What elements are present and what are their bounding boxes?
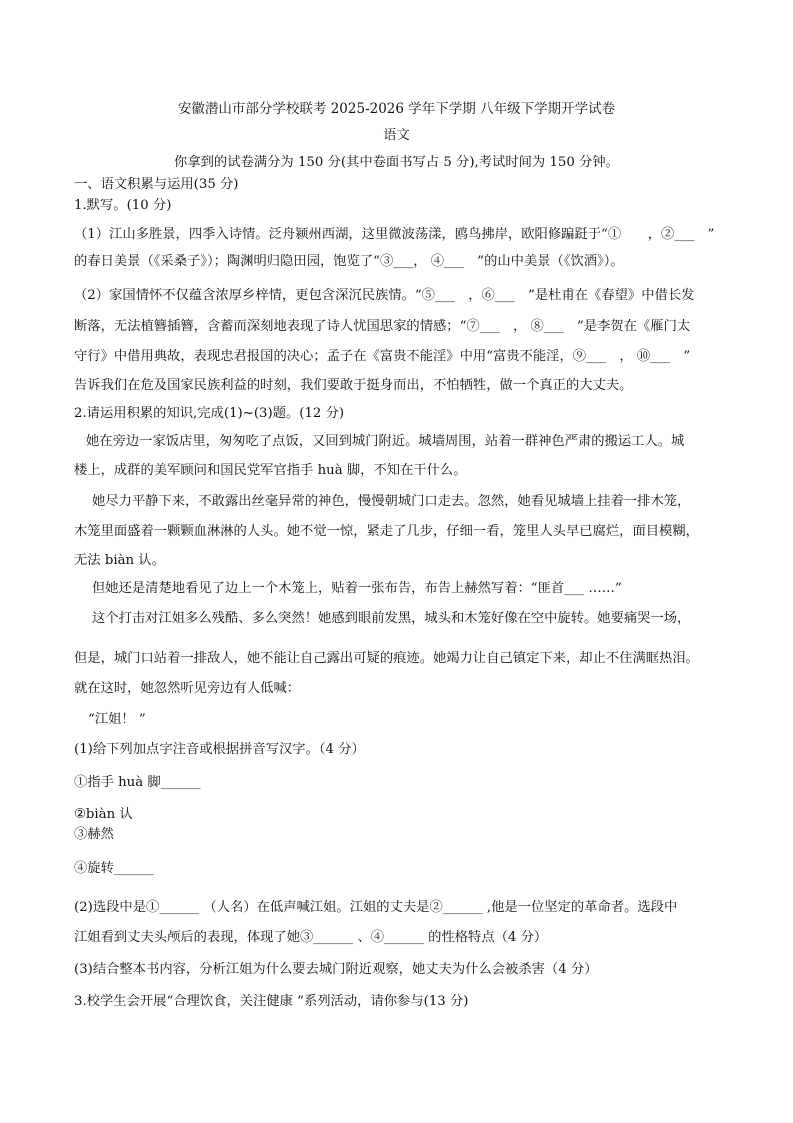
q2-sub2-line1: (2)选段中是①______ （人名）在低声喊江姐。江姐的丈夫是②______ ,他是一位坚定的革命者。选段中	[74, 900, 678, 915]
question-3-title: 3.校学生会开展“合理饮食，关注健康 ”系列活动，请你参与(13 分)	[74, 994, 469, 1009]
question-2-title: 2.请运用积累的知识,完成(1)~(3)题。(12 分)	[74, 406, 345, 421]
passage-para4-line2: 但是，城门口站着一排敌人，她不能让自己露出可疑的痕迹。她竭力让自己镇定下来，却止不住满眶热泪。	[74, 651, 699, 666]
q2-sub3: (3)结合整本书内容，分析江姐为什么要去城门附近观察，她丈夫为什么会被杀害（4 分）	[74, 962, 598, 977]
q2-item3: ③赫然	[74, 827, 114, 842]
q1-part2-line2: 断落，无法植簪插簪，含蓄而深刻地表现了诗人忧国思家的情感；“⑦___ ， ⑧___ ”是李贺在《雁门太	[74, 319, 691, 334]
passage-para2-line3: 无法 biàn 认。	[74, 553, 165, 568]
section-heading: 一、语文积累与运用(35 分)	[74, 177, 239, 192]
subject-label: 语文	[383, 128, 410, 143]
q1-part2-line4: 告诉我们在危及国家民族利益的时刻，我们要敢于挺身而出，不怕牺牲，做一个真正的大丈夫。	[74, 378, 633, 393]
q2-sub1: (1)给下列加点字注音或根据拼音写汉字。（4 分）	[74, 742, 365, 757]
passage-para1-line2: 楼上，成群的美军顾问和国民党军官指手 huà 脚，不知在干什么。	[74, 463, 467, 478]
q2-item2: ②biàn 认	[74, 807, 133, 822]
passage-para3: 但她还是清楚地看见了边上一个木笼上，贴着一张布告，布告上赫然写着：“匪首___ ……”	[92, 581, 622, 596]
passage-para1-line1: 她在旁边一家饭店里，匆匆吃了点饭，又回到城门附近。城墙周围，站着一群神色严肃的搬运工人。城	[86, 434, 685, 449]
exam-title: 安徽潜山市部分学校联考 2025-2026 学年下学期 八年级下学期开学试卷	[177, 101, 616, 117]
passage-para5: “江姐！ ”	[88, 712, 146, 727]
passage-para2-line1: 她尽力平静下来，不敢露出丝毫异常的神色，慢慢朝城门口走去。忽然，她看见城墙上挂着一排木笼，	[92, 494, 691, 509]
passage-para4-line1: 这个打击对江姐多么残酷、多么突然！她感到眼前发黑，城头和木笼好像在空中旋转。她要痛哭一场，	[92, 611, 691, 626]
exam-note: 你拿到的试卷满分为 150 分(其中卷面书写占 5 分),考试时间为 150 分钟。	[174, 155, 619, 170]
passage-para2-line2: 木笼里面盛着一颗颗血淋淋的人头。她不觉一惊，紧走了几步，仔细一看，笼里人头早已腐烂，面目模糊，	[74, 524, 699, 539]
q2-item4: ④旋转______	[74, 861, 154, 876]
question-1-title: 1.默写。(10 分)	[74, 198, 172, 213]
q2-sub2-line2: 江姐看到丈夫头颅后的表现，体现了她③______ 、④______ 的性格特点（4 分）	[74, 930, 548, 945]
q1-part2-line3: 守行》中借用典故，表现忠君报国的决心；孟子在《富贵不能淫》中用“富贵不能淫，⑨___ ， ⑩___ ”	[74, 349, 691, 364]
q1-part1-line2: 的春日美景（《采桑子》）；陶渊明归隐田园，饱览了“③___， ④___ ”的山中美景（《饮酒》）。	[74, 254, 624, 269]
q2-item1: ①指手 huà 脚______	[74, 775, 201, 790]
q1-part1-line1: （1）江山多胜景，四季入诗情。泛舟颍州西湖，这里微波荡漾，鸥鸟拂岸，欧阳修蹁跹于“① ，②___ ”	[74, 227, 715, 242]
q1-part2-line1: （2）家国情怀不仅蕴含浓厚乡梓情，更包含深沉民族情。“⑤___ ，⑥___ ”是杜甫在《春望》中借长发	[74, 288, 695, 303]
passage-para4-line3: 就在这时，她忽然听见旁边有人低喊：	[74, 681, 301, 696]
